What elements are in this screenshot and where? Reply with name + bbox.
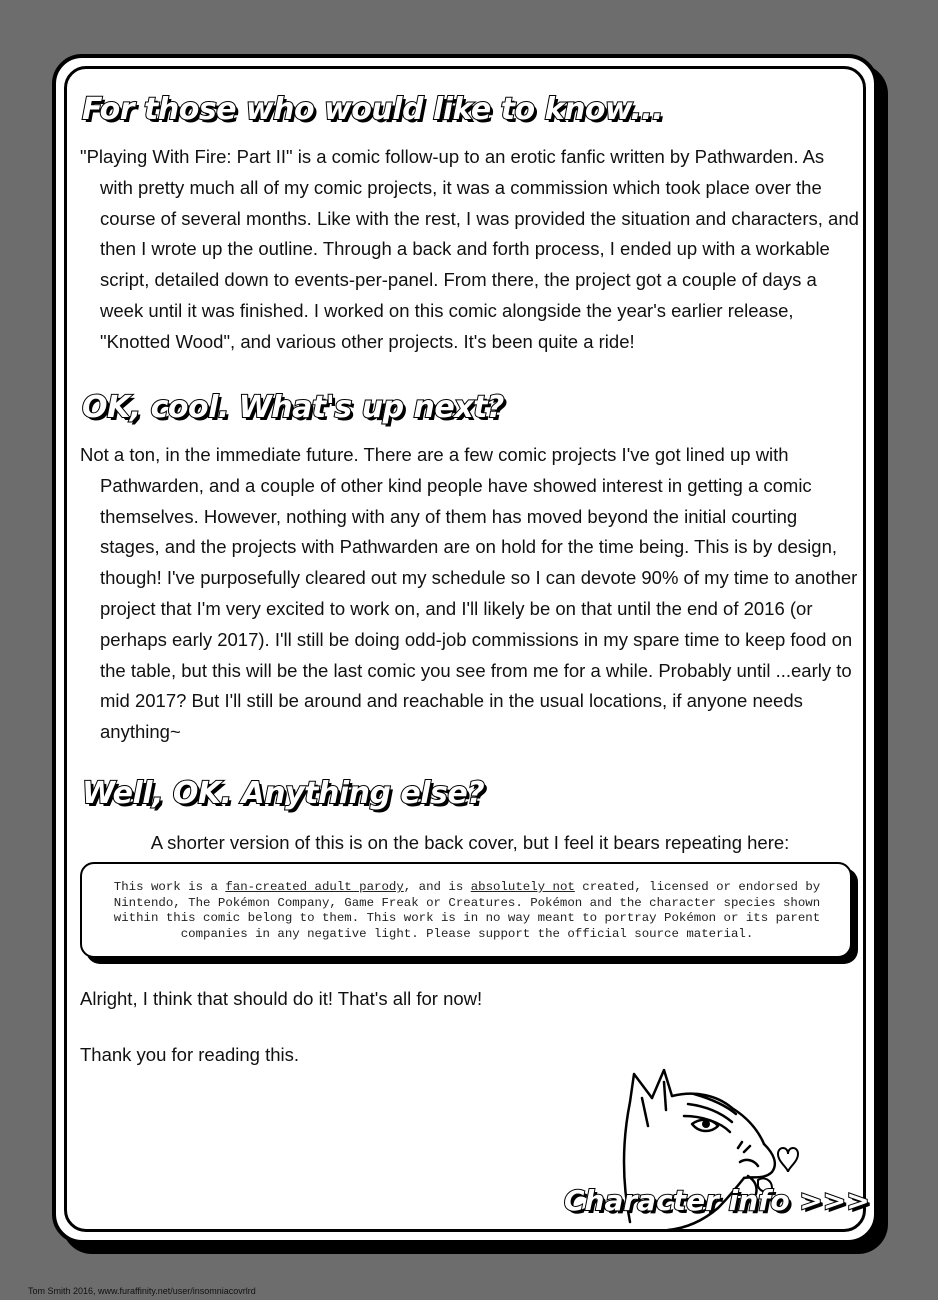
disclaimer-part2: , and is bbox=[403, 880, 471, 894]
disclaimer-part1: This work is a bbox=[113, 880, 226, 894]
closing-line-1: Alright, I think that should do it! That's all for now! bbox=[80, 988, 483, 1009]
heading-next: OK, cool. What's up next? bbox=[82, 390, 504, 425]
paragraph-next: Not a ton, in the immediate future. There are a few comic projects I've got lined up with Pathwarden, and a couple of other kind people have showed interest in getting a comic themselves. However, nothing with any of them has moved beyond the initial courting stages, and the projects with Pathwarden are on hold for the time being. This is by design, though! I've purposefully cleared out my schedule so I can devote 90% of my time to another project that I'm very excited to work on, and I'll likely be on that until the end of 2016 (or perhaps early 2017). I'll still be doing odd-job commissions in my spare time to keep food on the table, but this will be the last comic you see from me for a while. Probably until ...early to mid 2017? But I'll still be around and reachable in the usual locations, if anyone needs anything~ bbox=[80, 444, 858, 743]
disclaimer-part3: created, licensed or endorsed by Nintendo, The Pokémon Company, Game Freak or Creatures. Pokémon and the character species shown within this comic belong to them. This work is in no way meant to portray Pokémon or its parent companies in any negative light. Please support the official source material. bbox=[113, 880, 821, 941]
paragraph-know: "Playing With Fire: Part II" is a comic follow-up to an erotic fanfic written by Pathwarden. As with pretty much all of my comic projects, it was a commission which took place over the course of several months. Like with the rest, I was provided the situation and characters, and then I wrote up the outline. Through a back and forth process, I ended up with a workable script, detailed down to events-per-panel. From there, the project got a couple of days a week until it was finished. I worked on this comic alongside the year's earlier release, "Knotted Wood", and various other projects. It's been quite a ride! bbox=[80, 146, 859, 352]
disclaimer-text bbox=[92, 880, 842, 942]
heading-else: Well, OK. Anything else? bbox=[82, 776, 485, 811]
heading-know: For those who would like to know... bbox=[82, 92, 664, 127]
disclaimer-underline-2: absolutely not bbox=[470, 880, 575, 894]
character-info-link[interactable]: Character info >>> bbox=[564, 1184, 870, 1217]
disclaimer-underline-1: fan-created adult parody bbox=[225, 880, 404, 894]
credit-line: Tom Smith 2016, www.furaffinity.net/user/insomniacovrlrd bbox=[28, 1286, 256, 1296]
lead-text: A shorter version of this is on the back cover, but I feel it bears repeating here: bbox=[150, 832, 790, 853]
closing-line-2: Thank you for reading this. bbox=[80, 1044, 300, 1065]
